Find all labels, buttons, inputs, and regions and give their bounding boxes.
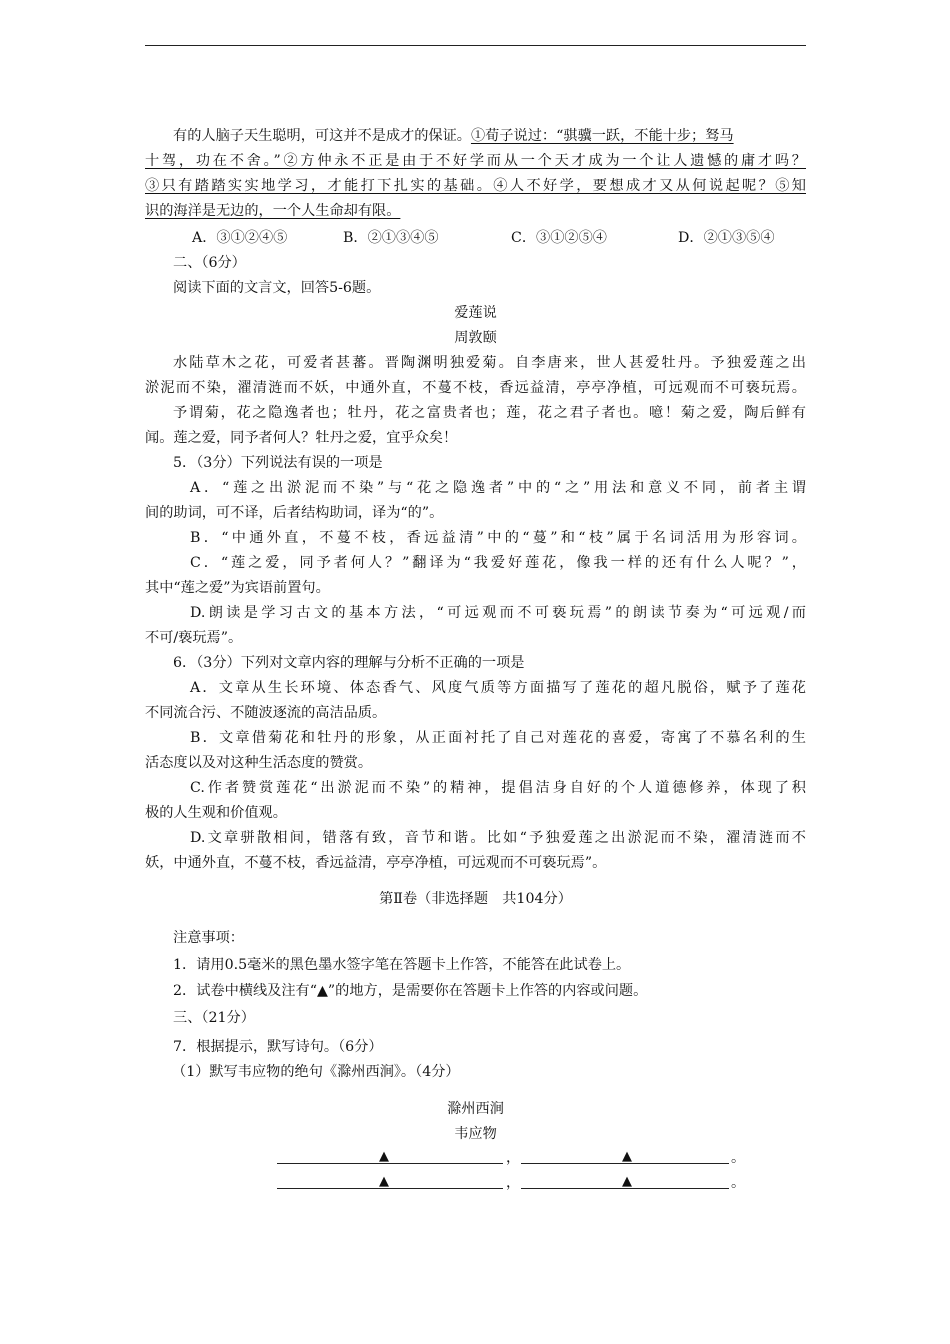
q5-option-d-line-2: 不可/亵玩焉”。: [145, 630, 243, 646]
notes-header: 注意事项：: [173, 930, 244, 946]
q4-option-d: D．②①③⑤④: [678, 230, 775, 246]
q6-option-c-line-1: C.作者赞赏莲花“出淤泥而不染”的精神，提倡洁身自好的个人道德修养，体现了积: [190, 780, 806, 796]
q6-option-d-line-2: 妖，中通外直，不蔓不枝，香远益清，亭亭净植，可远观而不可亵玩焉”。: [145, 855, 607, 871]
q7-stem: 7．根据提示，默写诗句。（6分）: [173, 1039, 383, 1055]
part-2-title: 第Ⅱ卷（非选择题 共104分）: [379, 891, 572, 907]
q6-option-c-line-2: 极的人生观和价值观。: [145, 805, 287, 821]
answer-marker-triangle-icon: ▲: [622, 1149, 632, 1164]
passage-plain-text: 有的人脑子天生聪明，可这并不是成才的保证。: [173, 128, 471, 144]
section-2-header: 二、（6分）: [173, 255, 246, 271]
note-2: 2．试卷中横线及注有“▲”的地方，是需要你在答题卡上作答的内容或问题。: [173, 983, 648, 999]
q4-option-a: A．③①②④⑤: [192, 230, 288, 246]
q6-option-b-line-1: B．文章借菊花和牡丹的形象，从正面衬托了自己对莲花的喜爱，寄寓了不慕名利的生: [190, 730, 806, 746]
q5-option-c-line-2: 其中“莲之爱”为宾语前置句。: [145, 580, 330, 596]
header-rule: [145, 45, 806, 46]
q4-passage-line-4: 识的海洋是无边的，一个人生命却有限。: [145, 203, 401, 219]
passage-underlined-text: ①荀子说过：“骐骥一跃，不能十步；驽马: [470, 128, 734, 144]
q5-option-c-line-1: C．“莲之爱，同予者何人？”翻译为“我爱好莲花，像我一样的还有什么人呢？”，: [190, 555, 806, 571]
poem-title: 滁州西涧: [447, 1101, 504, 1117]
answer-marker-triangle-icon: ▲: [379, 1174, 389, 1189]
classical-text-line-3: 予谓菊，花之隐逸者也；牡丹，花之富贵者也；莲，花之君子者也。噫！菊之爱，陶后鲜有: [173, 405, 806, 421]
q4-option-b: B．②①③④⑤: [343, 230, 439, 246]
q5-option-a-line-1: A．“莲之出淤泥而不染”与“花之隐逸者”中的“之”用法和意义不同，前者主谓: [190, 480, 806, 496]
q6-option-a-line-1: A．文章从生长环境、体态香气、风度气质等方面描写了莲花的超凡脱俗，赋予了莲花: [190, 680, 806, 696]
q7-subquestion-1: （1）默写韦应物的绝句《滁州西涧》。（4分）: [172, 1064, 460, 1080]
note-1: 1．请用0.5毫米的黑色墨水签字笔在答题卡上作答，不能答在此试卷上。: [173, 957, 631, 973]
q5-option-b: B．“中通外直，不蔓不枝，香远益清”中的“蔓”和“枝”属于名词活用为形容词。: [190, 530, 806, 546]
q5-option-d-line-1: D.朗读是学习古文的基本方法，“可远观而不可亵玩焉”的朗读节奏为“可远观/而: [190, 605, 806, 621]
q6-stem: 6．（3分）下列对文章内容的理解与分析不正确的一项是: [173, 655, 525, 671]
classical-text-line-4: 闻。莲之爱，同予者何人？牡丹之爱，宜乎众矣！: [145, 430, 458, 446]
answer-blank-1[interactable]: [277, 1163, 503, 1164]
classical-text-line-1: 水陆草木之花，可爱者甚蕃。晋陶渊明独爱菊。自李唐来，世人甚爱牡丹。予独爱莲之出: [173, 355, 806, 371]
classical-title: 爱莲说: [454, 305, 497, 321]
comma-mark: ，: [506, 1175, 521, 1191]
section-3-header: 三、（21分）: [173, 1010, 255, 1026]
classical-text-line-2: 淤泥而不染，濯清涟而不妖，中通外直，不蔓不枝，香远益清，亭亭净植，可远观而不可亵玩焉。: [145, 380, 806, 396]
answer-blank-3[interactable]: [277, 1188, 503, 1189]
answer-marker-triangle-icon: ▲: [379, 1149, 389, 1164]
q4-passage-line-2: 十驾，功在不舍。”②方仲永不正是由于不好学而从一个天才成为一个让人遗憾的庸才吗？: [145, 153, 806, 169]
q4-passage-line-3: ③只有踏踏实实地学习，才能打下扎实的基础。④人不好学，要想成才又从何说起呢？⑤知: [145, 178, 806, 194]
poem-author: 韦应物: [454, 1126, 497, 1142]
q4-option-c: C．③①②⑤④: [511, 230, 607, 246]
q6-option-a-line-2: 不同流合污、不随波逐流的高洁品质。: [145, 705, 387, 721]
q6-option-b-line-2: 活态度以及对这种生活态度的赞赏。: [145, 755, 373, 771]
q4-passage-line-1: [145, 126, 806, 146]
answer-marker-triangle-icon: ▲: [622, 1174, 632, 1189]
period-mark: 。: [731, 1175, 746, 1191]
q5-stem: 5．（3分）下列说法有误的一项是: [173, 455, 383, 471]
q6-option-d-line-1: D.文章骈散相间，错落有致，音节和谐。比如“予独爱莲之出淤泥而不染，濯清涟而不: [190, 830, 806, 846]
comma-mark: ，: [506, 1150, 521, 1166]
q5-option-a-line-2: 间的助词，可不译，后者结构助词，译为“的”。: [145, 505, 444, 521]
section-2-instruction: 阅读下面的文言文，回答5-6题。: [173, 280, 381, 296]
period-mark: 。: [731, 1150, 746, 1166]
classical-author: 周敦颐: [454, 330, 497, 346]
